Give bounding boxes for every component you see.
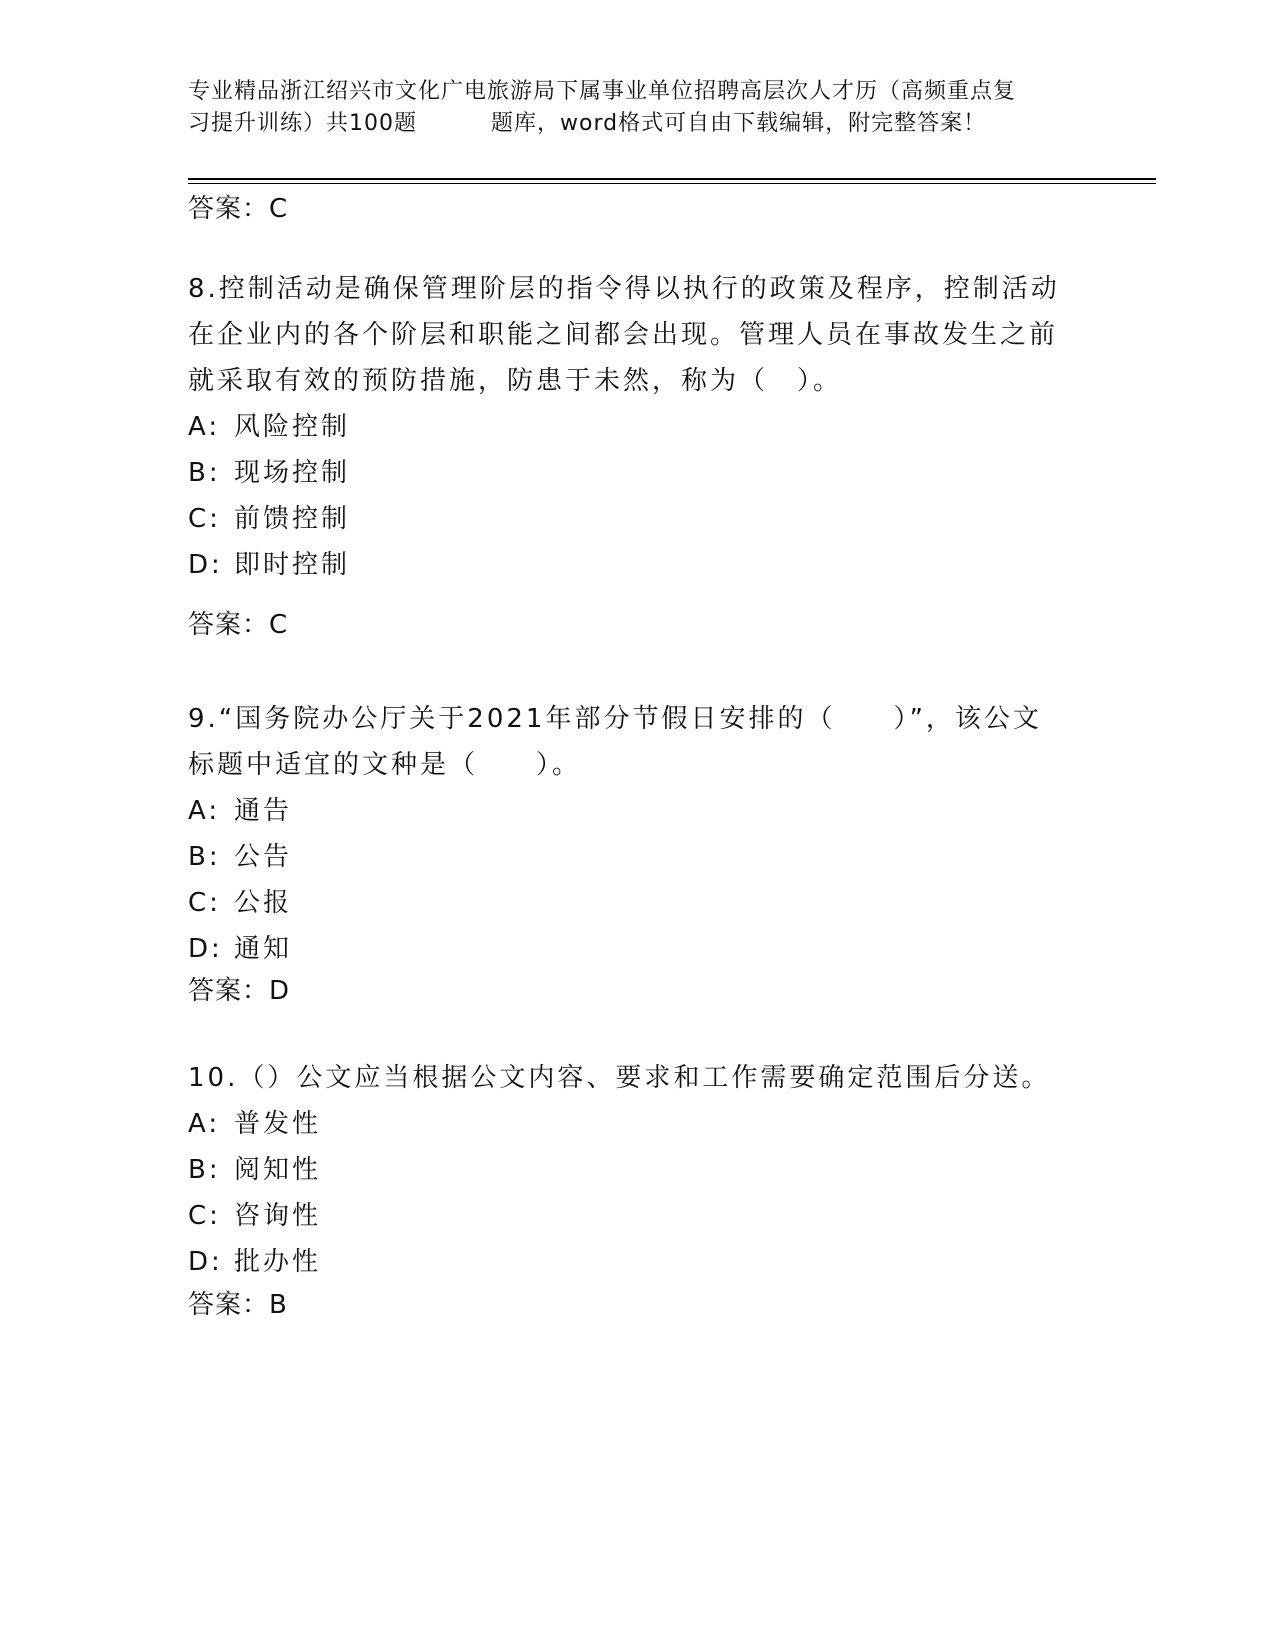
header-rule-thick (188, 178, 1156, 180)
header-rule-thin (188, 183, 1156, 184)
question-line: 标题中适宜的文种是（ ）。 (188, 750, 582, 780)
header-line-2 (188, 108, 1088, 140)
option-c: C: 前馈控制 (188, 504, 351, 534)
option-d: D: 通知 (188, 934, 293, 964)
answer-previous-question: 答案：C (188, 194, 289, 224)
answer-question-9: 答案：D (188, 976, 291, 1006)
question-10 (188, 1055, 1088, 1285)
answer-question-8: 答案：C (188, 610, 289, 640)
question-line: 9.“国务院办公厅关于2021年部分节假日安排的（ ）”，该公文 (188, 704, 1042, 734)
question-line: 10.（）公文应当根据公文内容、要求和工作需要确定范围后分送。 (188, 1063, 1051, 1093)
option-c: C: 咨询性 (188, 1201, 322, 1231)
question-line: 在企业内的各个阶层和职能之间都会出现。管理人员在事故发生之前 (188, 320, 1059, 350)
question-line: 就采取有效的预防措施，防患于未然，称为（ ）。 (188, 366, 843, 396)
option-b: B: 公告 (188, 842, 293, 872)
question-line: 8.控制活动是确保管理阶层的指令得以执行的政策及程序，控制活动 (188, 274, 1060, 304)
header-line-1: 专业精品浙江绍兴市文化广电旅游局下属事业单位招聘高层次人才历（高频重点复 (188, 79, 1017, 104)
header-line-2-part-a: 习提升训练）共100题 (188, 111, 417, 136)
option-a: A: 风险控制 (188, 412, 351, 442)
option-b: B: 现场控制 (188, 458, 351, 488)
option-d: D: 即时控制 (188, 550, 351, 580)
option-b: B: 阅知性 (188, 1155, 322, 1185)
document-header (188, 76, 1088, 140)
option-a: A: 通告 (188, 796, 293, 826)
option-a: A: 普发性 (188, 1109, 322, 1139)
question-9 (188, 696, 1088, 972)
header-line-2-part-b: 题库，word格式可自由下载编辑，附完整答案！ (491, 111, 987, 136)
option-c: C: 公报 (188, 888, 293, 918)
option-d: D: 批办性 (188, 1247, 322, 1277)
question-8 (188, 266, 1088, 588)
answer-question-10: 答案：B (188, 1290, 288, 1320)
